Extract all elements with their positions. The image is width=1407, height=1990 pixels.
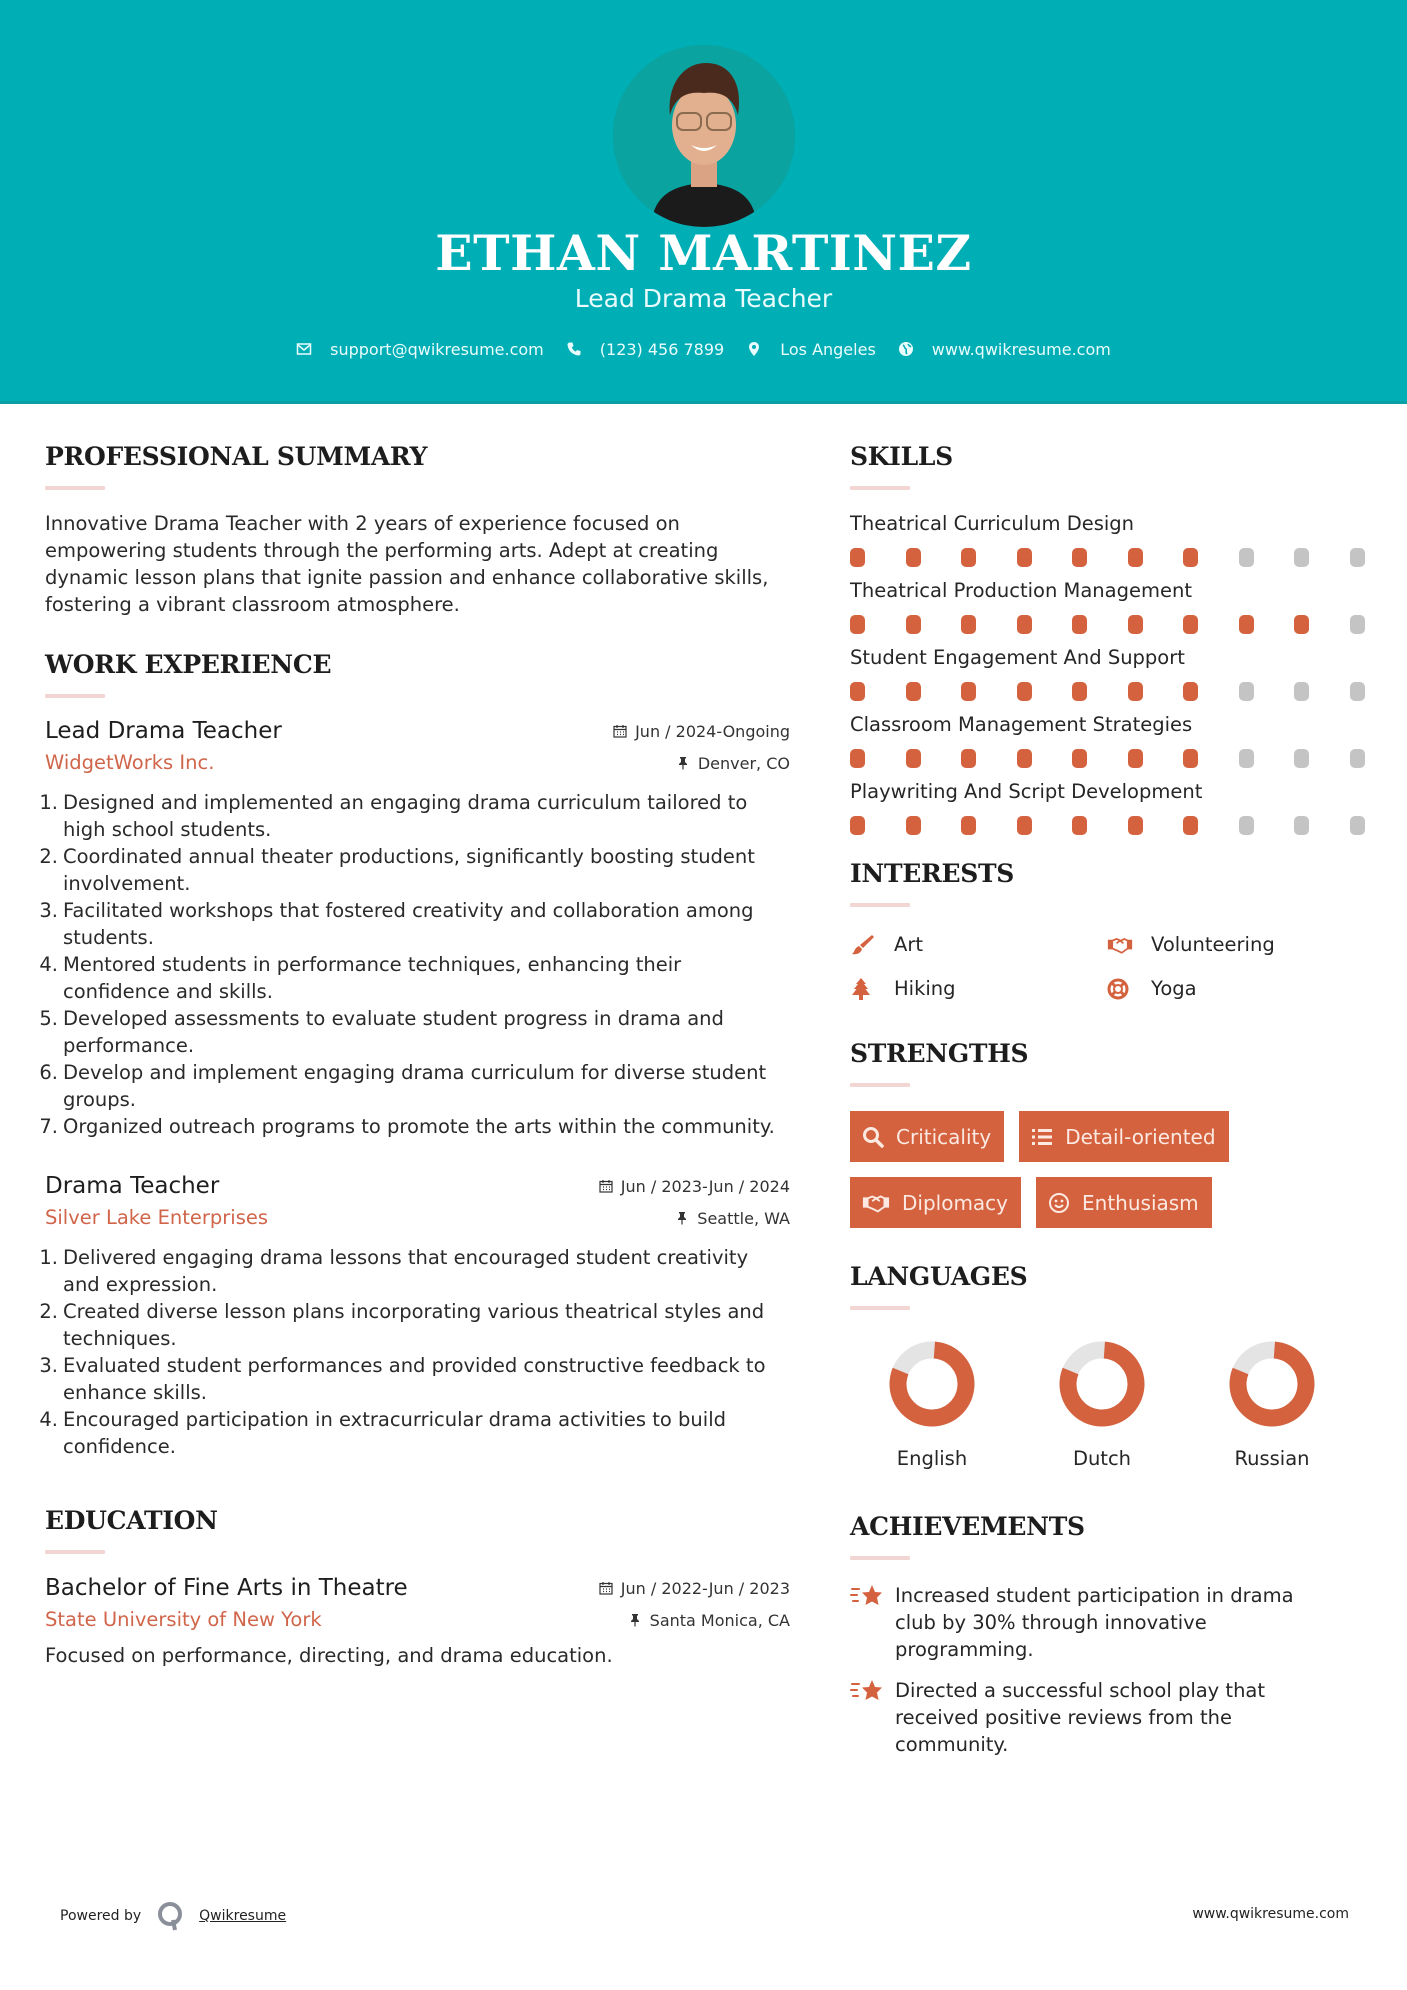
strength-label: Diplomacy: [902, 1190, 1009, 1215]
skill-name: Student Engagement And Support: [850, 646, 1185, 669]
pushpin-icon: [676, 756, 690, 770]
interests-section: [850, 857, 1365, 1005]
calendar-icon: [599, 1179, 613, 1193]
languages-list: [850, 1340, 1365, 1472]
rating-dot-filled: [1072, 682, 1087, 701]
rating-dot-filled: [906, 749, 921, 768]
language-donut-chart: [1058, 1340, 1146, 1428]
rating-dot-filled: [850, 615, 865, 634]
job-location-text: Denver, CO: [697, 753, 790, 773]
footer-powered-by: [60, 1900, 286, 1932]
education-entry: [45, 1572, 790, 1669]
education-location: [628, 1611, 790, 1630]
phone-icon: [566, 341, 582, 357]
shooting-star-icon: [850, 1582, 884, 1610]
rating-dot-empty: [1350, 749, 1365, 768]
bullet-item: 4. Mentored students in performance techniques, enhancing their confidence and skills.: [39, 953, 682, 1003]
heading-underline: [850, 1556, 910, 1560]
heading-underline: [45, 694, 105, 698]
powered-by-label: Powered by: [60, 1908, 142, 1924]
pushpin-icon: [628, 1613, 642, 1627]
rating-dot-filled: [1017, 749, 1032, 768]
bullet-item: 3. Facilitated workshops that fostered creativity and collaboration among students.: [39, 899, 754, 949]
job-location-text: Seattle, WA: [697, 1208, 790, 1228]
education-location-text: Santa Monica, CA: [649, 1610, 790, 1630]
rating-dot-filled: [1072, 816, 1087, 835]
achievement-text: Directed a successful school play that received positive reviews from the community.: [895, 1679, 1266, 1756]
smile-icon: [1048, 1192, 1070, 1214]
job-dates-text: Jun / 2024-Ongoing: [635, 721, 790, 741]
bullet-item: 7. Organized outreach programs to promote the arts within the community.: [39, 1115, 775, 1138]
skills-list: [850, 510, 1365, 835]
heading-underline: [45, 1550, 105, 1554]
job-title: Lead Drama Teacher: [45, 718, 282, 744]
achievements-list: [850, 1582, 1365, 1758]
skill-rating: [850, 682, 1365, 701]
rating-dot-empty: [1239, 548, 1254, 567]
job-entry: [39, 1170, 790, 1460]
rating-dot-filled: [1239, 615, 1254, 634]
footer-website[interactable]: www.qwikresume.com: [1192, 1906, 1349, 1922]
rating-dot-filled: [1072, 615, 1087, 634]
contact-email[interactable]: [296, 340, 544, 359]
strength-badge: [1019, 1111, 1228, 1162]
interest-item: [1107, 929, 1364, 961]
interest-label: Volunteering: [1151, 933, 1275, 956]
section-heading: ACHIEVEMENTS: [850, 1512, 1085, 1541]
strength-badge: [1036, 1177, 1212, 1228]
rating-dot-filled: [1072, 749, 1087, 768]
pushpin-icon: [675, 1211, 689, 1225]
envelope-icon: [296, 341, 312, 357]
skill-item: [850, 778, 1365, 835]
strength-badge: [850, 1177, 1021, 1228]
rating-dot-filled: [1017, 548, 1032, 567]
skill-rating: [850, 615, 1365, 634]
strength-label: Enthusiasm: [1082, 1190, 1199, 1215]
bullet-item: 2. Created diverse lesson plans incorporating various theatrical styles and techniques.: [39, 1300, 765, 1350]
heading-underline: [45, 486, 105, 490]
rating-dot-filled: [961, 682, 976, 701]
language-item: [1187, 1340, 1357, 1472]
degree: Bachelor of Fine Arts in Theatre: [45, 1575, 408, 1601]
rating-dot-empty: [1294, 682, 1309, 701]
heading-underline: [850, 903, 910, 907]
language-name: Dutch: [1072, 1447, 1132, 1470]
bullet-item: 1. Designed and implemented an engaging drama curriculum tailored to high school students.: [39, 791, 748, 841]
job-dates: [613, 722, 790, 741]
left-column: [39, 440, 790, 1669]
job-location: [676, 754, 790, 773]
skill-name: Theatrical Curriculum Design: [850, 512, 1135, 535]
interests-list: [850, 929, 1365, 1005]
heading-underline: [850, 486, 910, 490]
avatar: [613, 45, 795, 227]
rating-dot-empty: [1350, 548, 1365, 567]
qwikresume-link[interactable]: Qwikresume: [199, 1908, 287, 1924]
rating-dot-filled: [961, 749, 976, 768]
language-name: Russian: [1234, 1447, 1310, 1470]
education-dates: [599, 1579, 790, 1598]
rating-dot-empty: [1350, 615, 1365, 634]
job-entry: [39, 715, 790, 1140]
rating-dot-filled: [1183, 548, 1198, 567]
skill-item: [850, 577, 1365, 634]
tree-icon: [850, 977, 880, 1001]
rating-dot-filled: [1183, 615, 1198, 634]
list-icon: [1031, 1126, 1053, 1148]
skill-item: [850, 644, 1365, 701]
strength-label: Criticality: [896, 1124, 992, 1149]
bullet-item: 1. Delivered engaging drama lessons that encouraged student creativity and expression.: [39, 1246, 749, 1296]
interest-label: Hiking: [894, 977, 956, 1000]
experience-section: [39, 648, 790, 1460]
calendar-icon: [599, 1581, 613, 1595]
language-item: [847, 1340, 1017, 1472]
globe-icon: [898, 341, 914, 357]
skill-name: Theatrical Production Management: [850, 579, 1192, 602]
skill-rating: [850, 749, 1365, 768]
rating-dot-filled: [961, 615, 976, 634]
rating-dot-empty: [1294, 548, 1309, 567]
rating-dot-filled: [906, 615, 921, 634]
contact-phone[interactable]: [566, 340, 724, 359]
rating-dot-filled: [906, 816, 921, 835]
rating-dot-filled: [1128, 615, 1143, 634]
rating-dot-filled: [961, 816, 976, 835]
contact-email-text: support@qwikresume.com: [330, 339, 544, 359]
profile-photo: [613, 45, 795, 227]
rating-dot-filled: [906, 682, 921, 701]
skill-item: [850, 510, 1365, 567]
job-location: [675, 1209, 790, 1228]
job-dates: [599, 1177, 790, 1196]
shooting-star-icon: [850, 1677, 884, 1705]
rating-dot-filled: [1183, 749, 1198, 768]
rating-dot-filled: [850, 682, 865, 701]
section-heading: WORK EXPERIENCE: [45, 650, 332, 679]
rating-dot-filled: [1183, 816, 1198, 835]
interest-label: Yoga: [1151, 977, 1197, 1000]
qwikresume-logo-icon: [155, 1900, 187, 1932]
map-marker-icon: [746, 341, 762, 357]
interest-item: [850, 973, 1107, 1005]
language-item: [1017, 1340, 1187, 1472]
rating-dot-filled: [1128, 816, 1143, 835]
school-name: State University of New York: [45, 1608, 322, 1631]
contact-row: [0, 336, 1407, 362]
rating-dot-filled: [1128, 749, 1143, 768]
summary-text: Innovative Drama Teacher with 2 years of experience focused on empowering students through the performing arts. Adept at creating dynamic lesson plans that ignite passion and enhance collaborative skills, fostering a vibrant classroom atmosphere.: [45, 512, 769, 616]
interest-label: Art: [894, 933, 924, 956]
strength-label: Detail-oriented: [1065, 1124, 1216, 1149]
bullet-item: 2. Coordinated annual theater productions, significantly boosting student involvement.: [39, 845, 755, 895]
skills-section: [850, 440, 1365, 835]
contact-website-text: www.qwikresume.com: [931, 339, 1111, 359]
resume-header: [0, 0, 1407, 404]
company-name: Silver Lake Enterprises: [45, 1206, 269, 1229]
rating-dot-filled: [961, 548, 976, 567]
skill-rating: [850, 816, 1365, 835]
rating-dot-filled: [850, 749, 865, 768]
rating-dot-filled: [850, 816, 865, 835]
bullet-item: 3. Evaluated student performances and provided constructive feedback to enhance skills.: [39, 1354, 766, 1404]
contact-website[interactable]: [898, 340, 1111, 359]
achievement-text: Increased student participation in drama club by 30% through innovative programming.: [895, 1584, 1294, 1661]
rating-dot-empty: [1350, 816, 1365, 835]
rating-dot-empty: [1239, 682, 1254, 701]
education-dates-text: Jun / 2022-Jun / 2023: [620, 1578, 790, 1598]
company-name: WidgetWorks Inc.: [45, 751, 215, 774]
interest-item: [1107, 973, 1364, 1005]
section-heading: INTERESTS: [850, 859, 1015, 888]
heading-underline: [850, 1306, 910, 1310]
job-bullets: [39, 1244, 790, 1460]
contact-location: [746, 340, 876, 359]
handshake-icon: [1107, 933, 1137, 957]
language-donut-chart: [888, 1340, 976, 1428]
life-ring-icon: [1107, 977, 1137, 1001]
achievement-item: [850, 1582, 1365, 1663]
interest-item: [850, 929, 1107, 961]
strengths-list: [850, 1111, 1365, 1228]
rating-dot-filled: [1294, 615, 1309, 634]
skill-name: Playwriting And Script Development: [850, 780, 1203, 803]
search-icon: [862, 1126, 884, 1148]
contact-phone-text: (123) 456 7899: [599, 339, 725, 359]
rating-dot-filled: [1072, 548, 1087, 567]
skill-item: [850, 711, 1365, 768]
strengths-section: [850, 1037, 1365, 1228]
skill-name: Classroom Management Strategies: [850, 713, 1193, 736]
rating-dot-filled: [1183, 682, 1198, 701]
strength-badge: [850, 1111, 1004, 1162]
job-title: Drama Teacher: [45, 1173, 220, 1199]
education-description: Focused on performance, directing, and drama education.: [45, 1644, 613, 1667]
rating-dot-empty: [1350, 682, 1365, 701]
rating-dot-filled: [906, 548, 921, 567]
calendar-icon: [613, 724, 627, 738]
rating-dot-filled: [1128, 548, 1143, 567]
section-heading: PROFESSIONAL SUMMARY: [45, 442, 428, 471]
skill-rating: [850, 548, 1365, 567]
achievement-item: [850, 1677, 1365, 1758]
languages-section: [850, 1260, 1365, 1472]
bullet-item: 5. Developed assessments to evaluate student progress in drama and performance.: [39, 1007, 724, 1057]
paintbrush-icon: [850, 933, 880, 957]
handshake-icon: [862, 1192, 890, 1214]
rating-dot-filled: [1017, 816, 1032, 835]
job-dates-text: Jun / 2023-Jun / 2024: [620, 1176, 790, 1196]
bullet-item: 4. Encouraged participation in extracurricular drama activities to build confidence.: [39, 1408, 726, 1458]
bullet-item: 6. Develop and implement engaging drama curriculum for diverse student groups.: [39, 1061, 767, 1111]
achievements-section: [850, 1510, 1365, 1758]
section-heading: EDUCATION: [45, 1506, 218, 1535]
contact-location-text: Los Angeles: [780, 339, 876, 359]
job-bullets: [39, 789, 790, 1140]
section-heading: SKILLS: [850, 442, 953, 471]
rating-dot-empty: [1239, 816, 1254, 835]
right-column: [850, 440, 1365, 1772]
rating-dot-filled: [1128, 682, 1143, 701]
language-donut-chart: [1228, 1340, 1316, 1428]
rating-dot-filled: [850, 548, 865, 567]
section-heading: STRENGTHS: [850, 1039, 1029, 1068]
rating-dot-filled: [1017, 615, 1032, 634]
section-heading: LANGUAGES: [850, 1262, 1028, 1291]
candidate-title: Lead Drama Teacher: [574, 284, 833, 313]
language-name: English: [896, 1447, 968, 1470]
heading-underline: [850, 1083, 910, 1087]
summary-section: [45, 440, 790, 618]
rating-dot-filled: [1017, 682, 1032, 701]
education-section: [45, 1504, 790, 1669]
rating-dot-empty: [1294, 749, 1309, 768]
rating-dot-empty: [1239, 749, 1254, 768]
rating-dot-empty: [1294, 816, 1309, 835]
candidate-name: ETHAN MARTINEZ: [435, 224, 972, 282]
